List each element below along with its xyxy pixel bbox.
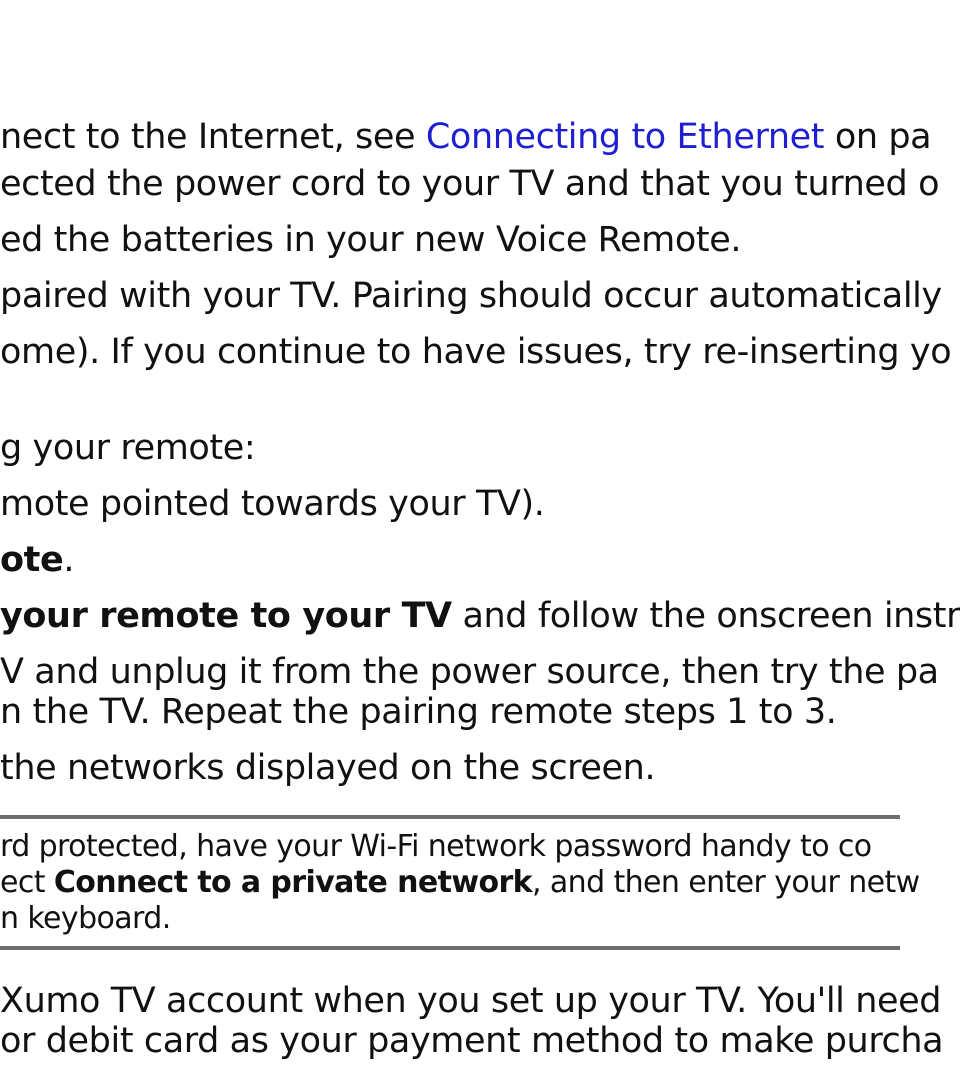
body-line-2: ected the power cord to your TV and that you turned o	[0, 164, 940, 204]
body-line-5: ome). If you continue to have issues, try re-inserting yo	[0, 332, 952, 372]
connect-to-private-network-text: Connect to a private network	[53, 865, 533, 900]
body-line-6: g your remote:	[0, 428, 256, 468]
body-line-11: n the TV. Repeat the pairing remote steps 1 to 3.	[0, 692, 837, 732]
note-bottom-divider	[0, 946, 900, 950]
body-line-8	[0, 539, 74, 581]
note-line-2-text-after: , and then enter your netw	[532, 865, 920, 900]
body-line-7: mote pointed towards your TV).	[0, 484, 545, 524]
body-line-9	[0, 595, 960, 637]
footer-line-1: Xumo TV account when you set up your TV. You'll need	[0, 981, 942, 1021]
footer-line-2: or debit card as your payment method to make purcha	[0, 1021, 944, 1061]
body-line-10: V and unplug it from the power source, then try the pa	[0, 652, 939, 692]
line-1-text-before: nect to the Internet, see	[0, 117, 426, 157]
note-line-2	[0, 865, 920, 901]
note-line-3: n keyboard.	[0, 901, 171, 936]
line-9-text-after: and follow the onscreen instr	[451, 596, 960, 636]
note-line-1: rd protected, have your Wi-Fi network password handy to co	[0, 829, 872, 864]
line-8-text-after: .	[63, 540, 75, 580]
note-top-divider	[0, 815, 900, 819]
line-9-bold-text: your remote to your TV	[0, 596, 452, 636]
line-1-text-after: on pa	[824, 117, 932, 157]
body-line-3: ed the batteries in your new Voice Remote.	[0, 220, 742, 260]
line-8-bold-text: ote	[0, 540, 64, 580]
body-line-1	[0, 116, 931, 158]
note-line-2-text-before: ect	[0, 865, 54, 900]
body-line-4: paired with your TV. Pairing should occur automatically	[0, 276, 942, 316]
connecting-to-ethernet-link[interactable]: Connecting to Ethernet	[425, 117, 825, 157]
body-line-12: the networks displayed on the screen.	[0, 748, 656, 788]
